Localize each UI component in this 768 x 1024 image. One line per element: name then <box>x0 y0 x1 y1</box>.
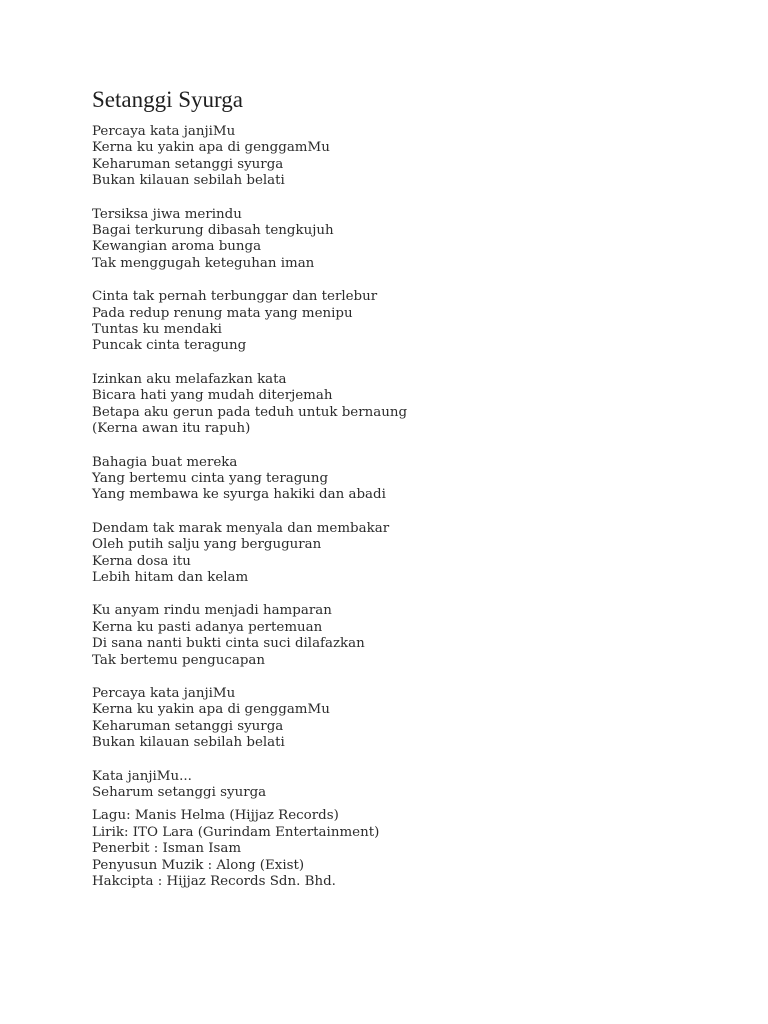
lyric-line: Bicara hati yang mudah diterjemah <box>92 388 333 404</box>
lyric-line: Keharuman setanggi syurga <box>92 156 284 172</box>
credits <box>92 808 692 890</box>
lyric-line: Di sana nanti bukti cinta suci dilafazkan <box>92 636 365 652</box>
lyric-line: Pada redup renung mata yang menipu <box>92 305 353 321</box>
lyric-line: Lebih hitam dan kelam <box>92 569 249 585</box>
lyric-line: Kerna ku yakin apa di genggamMu <box>92 702 330 718</box>
lyric-line: Kewangian aroma bunga <box>92 239 262 255</box>
lyric-line: (Kerna awan itu rapuh) <box>92 421 251 437</box>
song-title: Setanggi Syurga <box>92 87 243 112</box>
lyric-line: Yang membawa ke syurga hakiki dan abadi <box>92 487 386 503</box>
credit-line: Lirik: ITO Lara (Gurindam Entertainment) <box>92 824 380 840</box>
stanza-1 <box>92 124 692 190</box>
lyric-line: Tuntas ku mendaki <box>92 322 222 338</box>
lyric-line: Percaya kata janjiMu <box>92 685 236 701</box>
lyric-line: Keharuman setanggi syurga <box>92 718 284 734</box>
stanza-5 <box>92 455 692 504</box>
stanza-4 <box>92 372 692 438</box>
lyric-line: Tak menggugah keteguhan iman <box>92 255 315 271</box>
lyric-line: Kerna dosa itu <box>92 553 191 569</box>
lyric-line: Tersiksa jiwa merindu <box>92 206 242 222</box>
lyric-line: Bukan kilauan sebilah belati <box>92 735 285 751</box>
stanza-3 <box>92 289 692 355</box>
lyric-line: Puncak cinta teragung <box>92 338 247 354</box>
credit-line: Penerbit : Isman Isam <box>92 841 242 857</box>
lyric-line: Seharum setanggi syurga <box>92 785 267 800</box>
lyric-line: Yang bertemu cinta yang teragung <box>92 470 329 486</box>
lyric-line: Kerna ku pasti adanya pertemuan <box>92 619 323 635</box>
lyric-line: Kerna ku yakin apa di genggamMu <box>92 140 330 156</box>
lyric-line: Dendam tak marak menyala dan membakar <box>92 520 390 536</box>
lyric-line: Bahagia buat mereka <box>92 454 238 470</box>
stanza-7 <box>92 603 692 669</box>
lyric-line: Izinkan aku melafazkan kata <box>92 371 287 387</box>
lyrics-document <box>92 86 692 907</box>
lyric-line: Bagai terkurung dibasah tengkujuh <box>92 223 334 239</box>
lyric-line: Percaya kata janjiMu <box>92 124 236 139</box>
lyric-line: Oleh putih salju yang berguguran <box>92 537 322 553</box>
lyric-line: Betapa aku gerun pada teduh untuk bernaung <box>92 404 408 420</box>
credit-line: Penyusun Muzik : Along (Exist) <box>92 857 305 873</box>
stanza-8 <box>92 686 692 752</box>
stanza-2 <box>92 207 692 273</box>
credit-line: Hakcipta : Hijjaz Records Sdn. Bhd. <box>92 874 336 890</box>
lyric-line: Cinta tak pernah terbunggar dan terlebur <box>92 289 378 305</box>
lyric-line: Tak bertemu pengucapan <box>92 652 266 668</box>
stanza-9 <box>92 769 692 802</box>
credit-line: Lagu: Manis Helma (Hijjaz Records) <box>92 808 339 824</box>
lyric-line: Kata janjiMu... <box>92 768 192 784</box>
lyric-line: Ku anyam rindu menjadi hamparan <box>92 603 332 619</box>
lyric-line: Bukan kilauan sebilah belati <box>92 173 285 189</box>
stanza-6 <box>92 521 692 587</box>
